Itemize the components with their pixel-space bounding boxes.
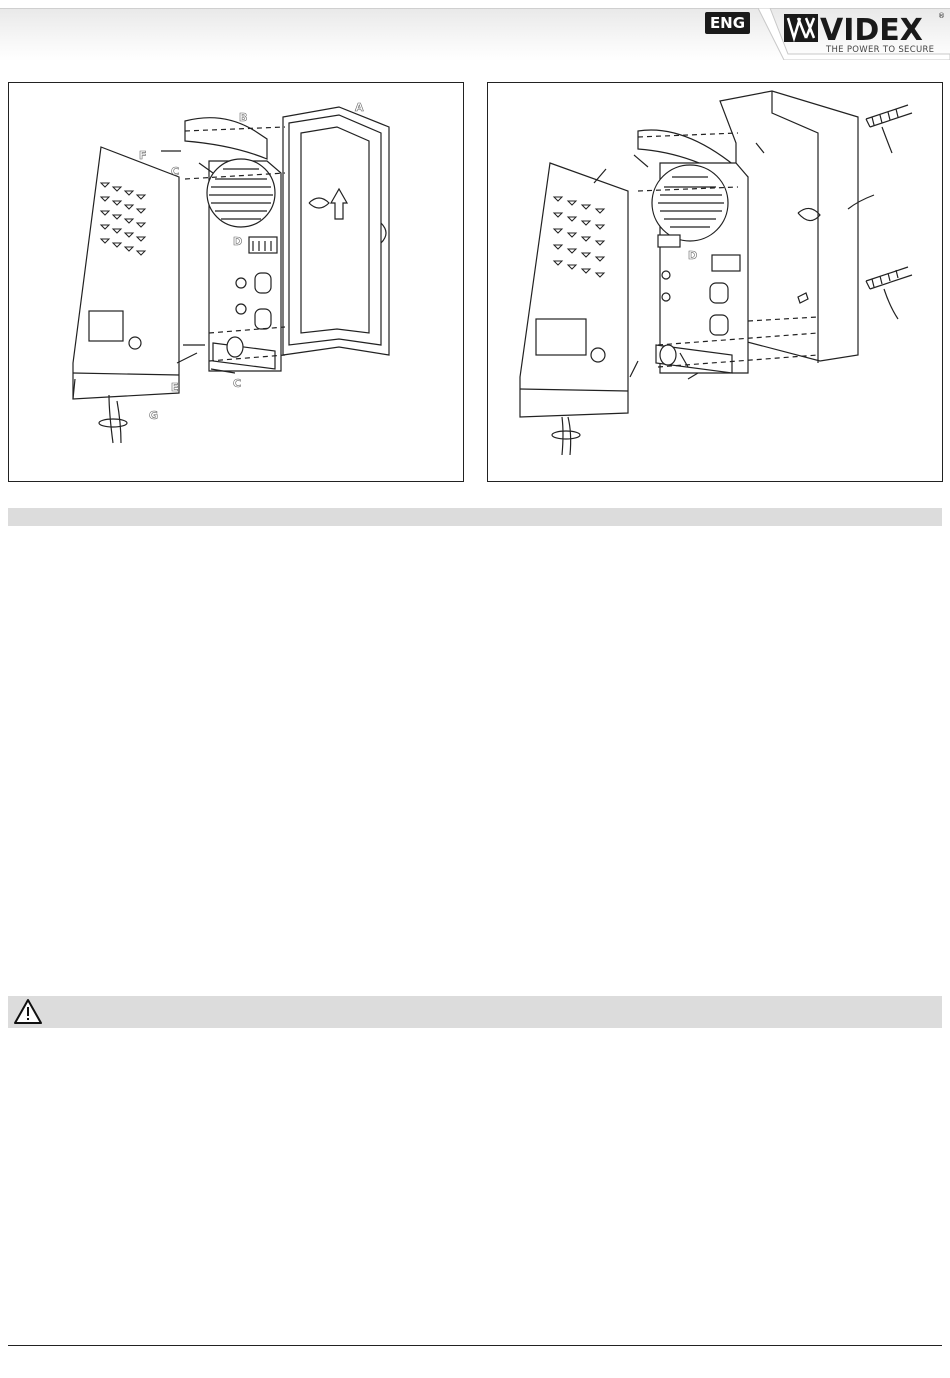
warning-triangle-icon xyxy=(12,996,44,1028)
callout-d: D xyxy=(233,235,243,248)
page-header xyxy=(0,0,950,62)
callout-a: A xyxy=(355,101,364,114)
language-badge: ENG xyxy=(705,12,750,34)
exploded-view-surface-mount xyxy=(488,83,942,481)
terminal-block-right xyxy=(712,255,740,271)
exploded-view-flush-mount xyxy=(9,83,463,481)
wall-plug-bottom-icon xyxy=(866,267,912,289)
footer-rule xyxy=(8,1345,942,1346)
callout-d-right: D xyxy=(688,249,698,262)
videx-logo xyxy=(758,8,950,60)
wall-plug-top-icon xyxy=(866,105,912,127)
callout-c-top: C xyxy=(171,165,180,178)
registered-mark: ® xyxy=(938,12,945,20)
warning-heading-bar xyxy=(8,996,942,1028)
callout-b: B xyxy=(239,111,248,124)
figure-left-panel xyxy=(8,82,464,482)
callout-g: G xyxy=(149,409,159,422)
callout-e: E xyxy=(171,381,179,394)
back-box-shape xyxy=(283,107,389,355)
brand-name: VIDEX xyxy=(820,13,923,48)
push-button-icon xyxy=(227,337,243,357)
brand-tagline: THE POWER TO SECURE xyxy=(826,45,935,55)
callout-f: F xyxy=(139,149,147,162)
rain-shield-shape xyxy=(185,118,267,159)
callout-c-bottom: C xyxy=(233,377,242,390)
figure-right-panel xyxy=(487,82,943,482)
front-panel-shape xyxy=(73,147,179,399)
push-button-right-icon xyxy=(660,345,676,365)
section-heading-bar xyxy=(8,508,942,526)
